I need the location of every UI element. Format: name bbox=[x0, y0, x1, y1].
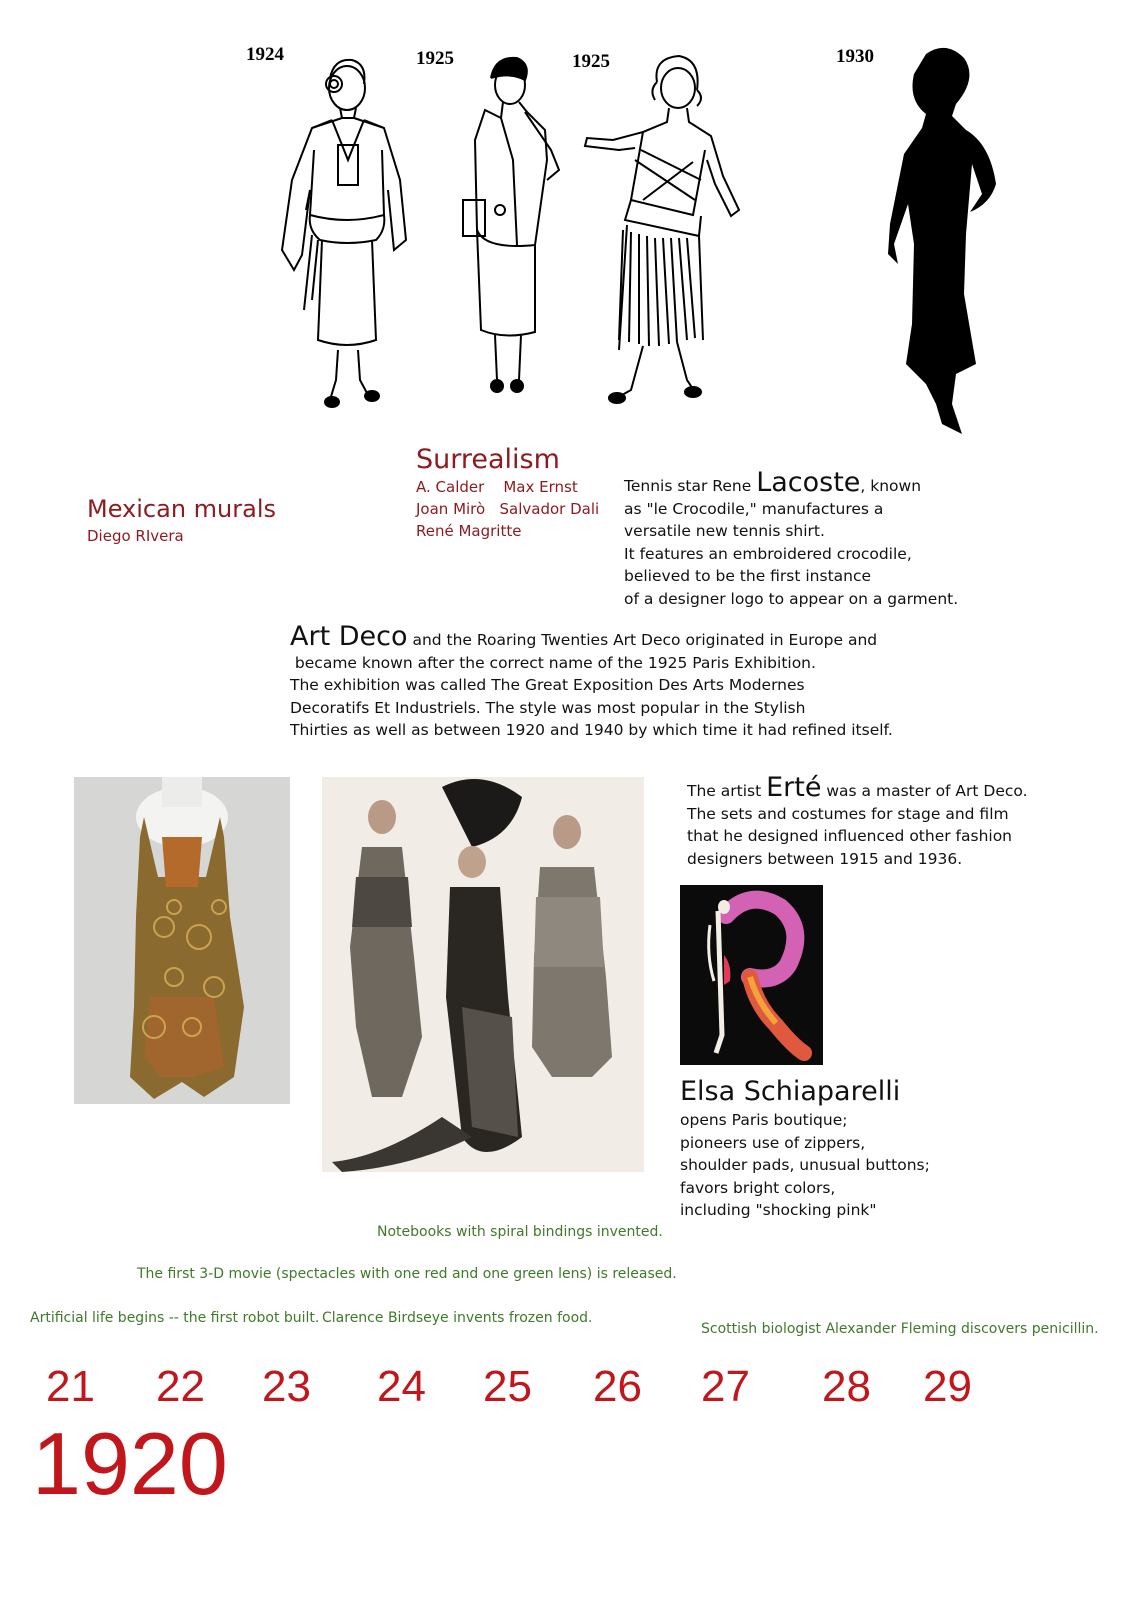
art-deco-title: Art Deco bbox=[290, 621, 408, 652]
schiaparelli-line: shoulder pads, unusual buttons; bbox=[680, 1156, 930, 1174]
fashion-figure-1925-dress bbox=[583, 50, 748, 410]
schiaparelli-name: Elsa Schiaparelli bbox=[680, 1076, 901, 1107]
erte-line: that he designed influenced other fashion bbox=[687, 827, 1013, 845]
art-deco-line: The exhibition was called The Great Exposition Des Arts Modernes bbox=[290, 676, 805, 694]
erte-letter-r-artwork bbox=[680, 885, 823, 1065]
event-penicillin: Scottish biologist Alexander Fleming discovers penicillin. bbox=[701, 1321, 1099, 1337]
event-first-robot: Artificial life begins -- the first robot built. bbox=[30, 1310, 320, 1326]
schiaparelli-line: opens Paris boutique; bbox=[680, 1111, 848, 1129]
fashion-figure-1924 bbox=[272, 50, 422, 420]
timeline-year-27: 27 bbox=[701, 1362, 750, 1411]
art-deco-paragraph bbox=[290, 621, 930, 742]
schiaparelli-line: pioneers use of zippers, bbox=[680, 1133, 866, 1152]
lacoste-line: believed to be the first instance bbox=[624, 567, 872, 585]
schiaparelli-line: including "shocking pink" bbox=[680, 1201, 877, 1219]
erte-paragraph bbox=[687, 772, 1087, 870]
lacoste-name: Lacoste bbox=[756, 467, 861, 498]
surrealism-title: Surrealism bbox=[416, 444, 560, 475]
year-label-1924: 1924 bbox=[246, 44, 284, 65]
lacoste-line: as "le Crocodile," manufactures a bbox=[624, 499, 884, 518]
art-deco-first-line: Art Deco and the Roaring Twenties Art Deco originated in Europe and bbox=[290, 621, 878, 652]
art-deco-line: Thirties as well as between 1920 and 1940 by which time it had refined itself. bbox=[290, 721, 893, 739]
event-3d-movie: The first 3-D movie (spectacles with one red and one green lens) is released. bbox=[137, 1266, 677, 1282]
timeline-year-28: 28 bbox=[822, 1362, 871, 1411]
fashion-figure-1925-coat bbox=[455, 50, 570, 410]
timeline-year-26: 26 bbox=[593, 1362, 642, 1411]
event-notebooks: Notebooks with spiral bindings invented. bbox=[377, 1224, 663, 1240]
lacoste-line: of a designer logo to appear on a garment. bbox=[624, 589, 959, 608]
year-label-1925-b: 1925 bbox=[572, 51, 610, 72]
year-label-1930: 1930 bbox=[836, 46, 874, 67]
timeline-year-21: 21 bbox=[46, 1362, 95, 1411]
mexican-murals-title: Mexican murals bbox=[87, 495, 276, 523]
surrealism-artists-1: A. Calder Max Ernst bbox=[416, 478, 578, 496]
timeline-year-22: 22 bbox=[156, 1362, 205, 1411]
lacoste-line: It features an embroidered crocodile, bbox=[624, 544, 912, 563]
three-women-fashion-plate-photo bbox=[322, 777, 644, 1172]
fashion-figure-1930-silhouette bbox=[886, 44, 1006, 444]
lacoste-paragraph bbox=[624, 467, 1044, 610]
erte-line: The sets and costumes for stage and film bbox=[687, 804, 1009, 823]
art-deco-line: became known after the correct name of the 1925 Paris Exhibition. bbox=[290, 653, 816, 672]
timeline-year-29: 29 bbox=[923, 1362, 972, 1411]
erte-first-line: The artist Erté was a master of Art Deco. bbox=[687, 772, 1028, 803]
schiaparelli-paragraph bbox=[680, 1109, 1000, 1222]
art-deco-line: Decoratifs Et Industriels. The style was most popular in the Stylish bbox=[290, 698, 806, 717]
decade-title: 1920 bbox=[32, 1414, 228, 1513]
event-frozen-food: Clarence Birdseye invents frozen food. bbox=[322, 1310, 593, 1326]
schiaparelli-line: favors bright colors, bbox=[680, 1178, 836, 1197]
timeline-year-25: 25 bbox=[483, 1362, 532, 1411]
erte-name: Erté bbox=[766, 772, 822, 803]
timeline-year-24: 24 bbox=[377, 1362, 426, 1411]
mexican-murals-artist: Diego RIvera bbox=[87, 527, 184, 545]
lacoste-first-line: Tennis star Rene Lacoste, known bbox=[624, 467, 922, 498]
gold-beaded-dress-photo bbox=[74, 777, 290, 1104]
lacoste-line: versatile new tennis shirt. bbox=[624, 522, 825, 540]
surrealism-artists-2: Joan Mirò Salvador Dali bbox=[416, 500, 600, 518]
erte-line: designers between 1915 and 1936. bbox=[687, 849, 963, 868]
timeline-year-23: 23 bbox=[262, 1362, 311, 1411]
surrealism-artists-3: René Magritte bbox=[416, 522, 522, 540]
year-label-1925-a: 1925 bbox=[416, 48, 454, 69]
